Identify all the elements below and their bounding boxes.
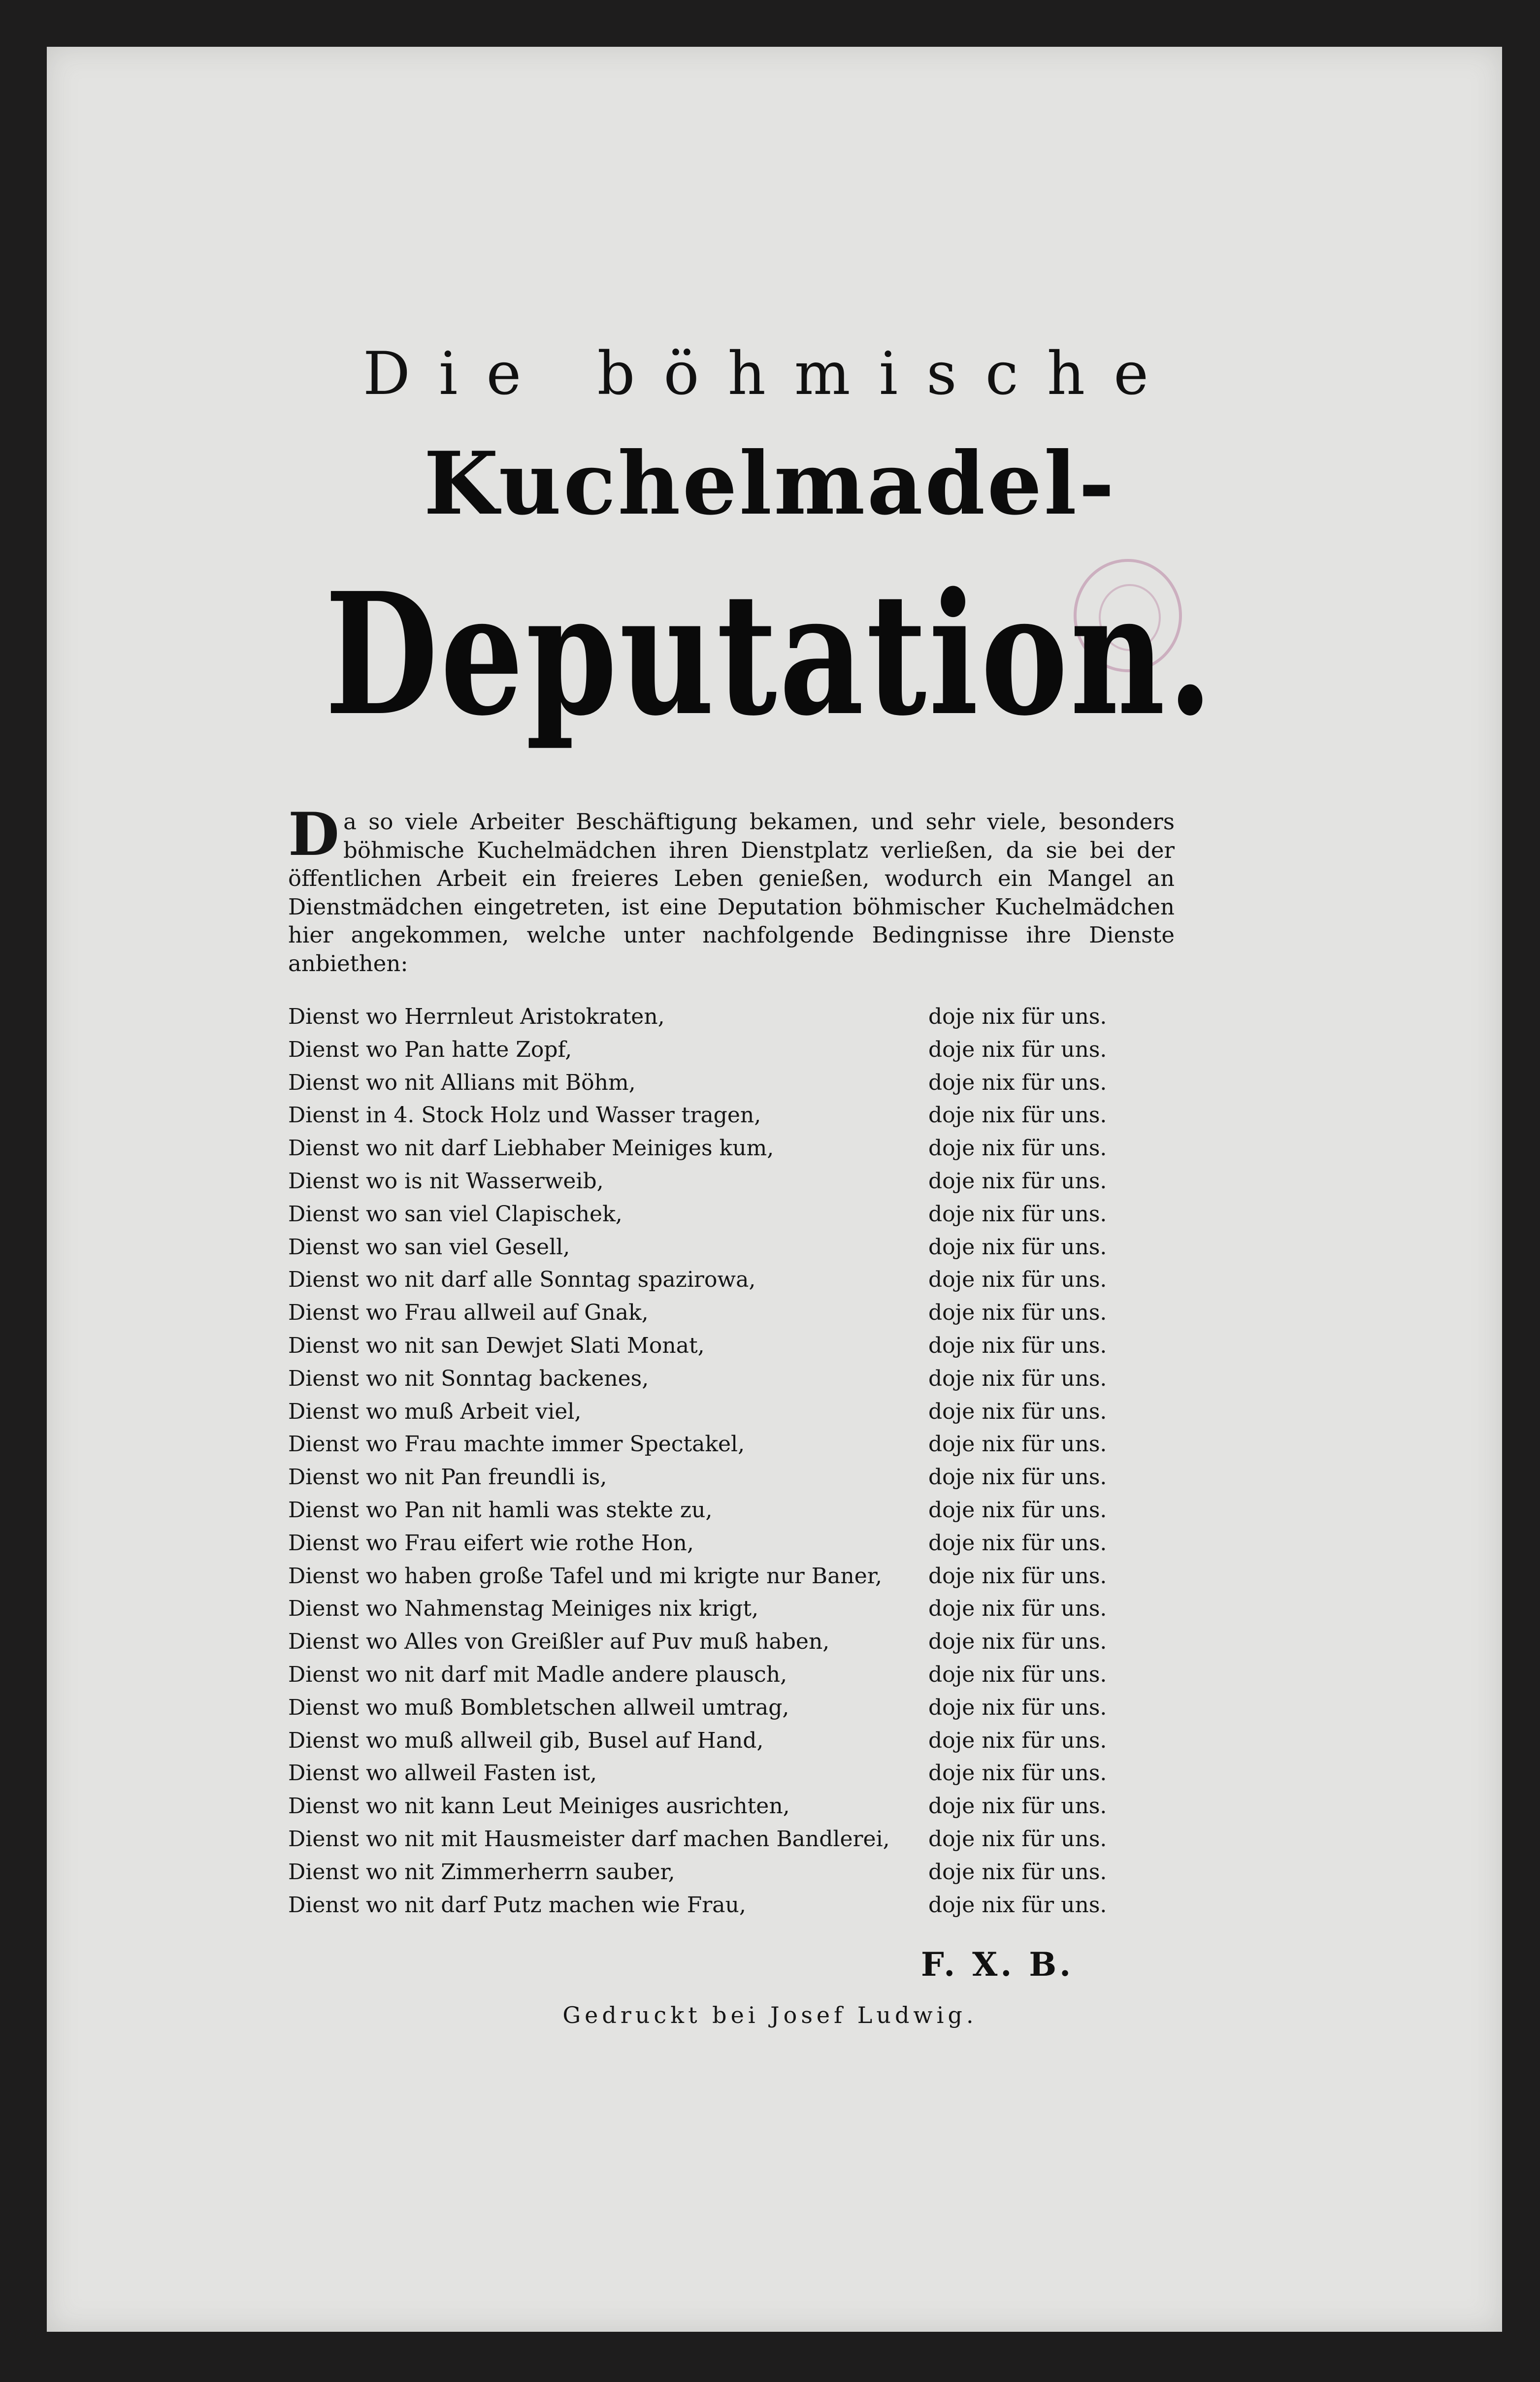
condition-row [288,1527,1106,1560]
title-line-1: Die böhmische [362,340,1178,408]
condition-verdict: doje nix für uns. [928,1103,1107,1128]
condition-text: Dienst wo Pan hatte Zopf, [288,1037,572,1062]
title-line-3: Deputation. [325,556,1215,753]
condition-verdict: doje nix für uns. [928,1892,1107,1918]
condition-text: Dienst wo nit darf Liebhaber Meiniges kum, [288,1136,774,1161]
condition-row [288,1659,1106,1692]
intro-paragraph [288,800,1175,978]
condition-verdict: doje nix für uns. [928,1168,1107,1194]
condition-row [288,1231,1106,1264]
condition-text: Dienst wo nit san Dewjet Slati Monat, [288,1333,705,1358]
condition-row [288,1823,1106,1856]
condition-verdict: doje nix für uns. [928,1234,1107,1260]
condition-text: Dienst wo nit Zimmerherrn sauber, [288,1859,675,1885]
condition-text: Dienst wo nit Allians mit Böhm, [288,1070,636,1095]
condition-verdict: doje nix für uns. [928,1563,1107,1589]
condition-row [288,1856,1106,1889]
condition-text: Dienst wo Herrnleut Aristokraten, [288,1004,665,1029]
condition-verdict: doje nix für uns. [928,1728,1107,1753]
intro-text: a so viele Arbeiter Beschäftigung bekamen, und sehr viele, besonders böhmische Kuchelmädchen ihren Dienstplatz verließen, da sie bei der öffentlichen Arbeit ein freieres Leben genießen, wodurch ein Mangel an Dienstmädchen eingetreten, ist eine Deputation böhmischer Kuchelmädchen hier angekommen, welche unter nachfolgende Bedingnisse ihre Dienste anbiethen: [288,809,1175,977]
condition-text: Dienst wo nit mit Hausmeister darf machen Bandlerei, [288,1826,890,1852]
condition-text: Dienst wo haben große Tafel und mi krigte nur Baner, [288,1563,882,1589]
condition-verdict: doje nix für uns. [928,1267,1107,1293]
condition-row [288,1001,1106,1034]
condition-verdict: doje nix für uns. [928,1037,1107,1062]
condition-row [288,1757,1106,1790]
condition-verdict: doje nix für uns. [928,1826,1107,1852]
condition-verdict: doje nix für uns. [928,1070,1107,1095]
condition-text: Dienst wo Frau machte immer Spectakel, [288,1432,745,1457]
condition-text: Dienst wo is nit Wasserweib, [288,1168,604,1194]
condition-row [288,1428,1106,1461]
condition-row [288,1198,1106,1231]
signature: F. X. B. [921,1945,1074,1984]
condition-verdict: doje nix für uns. [928,1530,1107,1556]
condition-verdict: doje nix für uns. [928,1695,1107,1720]
condition-verdict: doje nix für uns. [928,1497,1107,1523]
condition-row [288,1396,1106,1429]
condition-verdict: doje nix für uns. [928,1399,1107,1424]
drop-cap: D [288,800,340,869]
condition-text: Dienst wo Frau eifert wie rothe Hon, [288,1530,694,1556]
condition-row [288,1330,1106,1363]
condition-row [288,1725,1106,1758]
condition-text: Dienst wo nit darf mit Madle andere plausch, [288,1662,787,1687]
condition-text: Dienst wo muß Bombletschen allweil umtrag, [288,1695,789,1720]
condition-verdict: doje nix für uns. [928,1333,1107,1358]
condition-verdict: doje nix für uns. [928,1596,1107,1622]
condition-verdict: doje nix für uns. [928,1794,1107,1819]
condition-row [288,1626,1106,1659]
condition-text: Dienst wo Alles von Greißler auf Puv muß haben, [288,1629,830,1655]
condition-verdict: doje nix für uns. [928,1432,1107,1457]
condition-verdict: doje nix für uns. [928,1201,1107,1227]
condition-verdict: doje nix für uns. [928,1662,1107,1687]
condition-text: Dienst wo Pan nit hamli was stekte zu, [288,1497,713,1523]
condition-verdict: doje nix für uns. [928,1136,1107,1161]
condition-text: Dienst wo allweil Fasten ist, [288,1761,597,1786]
condition-verdict: doje nix für uns. [928,1366,1107,1391]
condition-row [288,1297,1106,1330]
condition-verdict: doje nix für uns. [928,1761,1107,1786]
condition-text: Dienst wo nit darf alle Sonntag spazirowa, [288,1267,756,1293]
condition-row [288,1461,1106,1494]
condition-text: Dienst wo san viel Clapischek, [288,1201,623,1227]
condition-verdict: doje nix für uns. [928,1859,1107,1885]
condition-text: Dienst wo nit Pan freundli is, [288,1465,607,1490]
condition-text: Dienst wo san viel Gesell, [288,1234,570,1260]
condition-verdict: doje nix für uns. [928,1629,1107,1655]
condition-text: Dienst in 4. Stock Holz und Wasser tragen, [288,1103,761,1128]
condition-verdict: doje nix für uns. [928,1004,1107,1029]
condition-row [288,1692,1106,1725]
condition-text: Dienst wo nit kann Leut Meiniges ausrichten, [288,1794,790,1819]
condition-text: Dienst wo muß Arbeit viel, [288,1399,582,1424]
condition-verdict: doje nix für uns. [928,1465,1107,1490]
condition-row [288,1560,1106,1593]
condition-row [288,1264,1106,1297]
condition-text: Dienst wo muß allweil gib, Busel auf Hand, [288,1728,764,1753]
condition-text: Dienst wo Nahmenstag Meiniges nix krigt, [288,1596,759,1622]
condition-text: Dienst wo Frau allweil auf Gnak, [288,1300,649,1326]
condition-row [288,1034,1106,1067]
condition-row [288,1165,1106,1198]
condition-row [288,1067,1106,1100]
conditions-list [288,1001,1106,1922]
condition-row [288,1593,1106,1626]
title-line-2: Kuchelmadel- [424,433,1116,534]
condition-text: Dienst wo nit darf Putz machen wie Frau, [288,1892,746,1918]
printer-line: Gedruckt bei Josef Ludwig. [562,2002,978,2028]
condition-row [288,1494,1106,1527]
condition-row [288,1790,1106,1823]
condition-row [288,1099,1106,1132]
condition-verdict: doje nix für uns. [928,1300,1107,1326]
condition-row [288,1132,1106,1165]
condition-text: Dienst wo nit Sonntag backenes, [288,1366,649,1391]
condition-row [288,1889,1106,1922]
condition-row [288,1363,1106,1396]
